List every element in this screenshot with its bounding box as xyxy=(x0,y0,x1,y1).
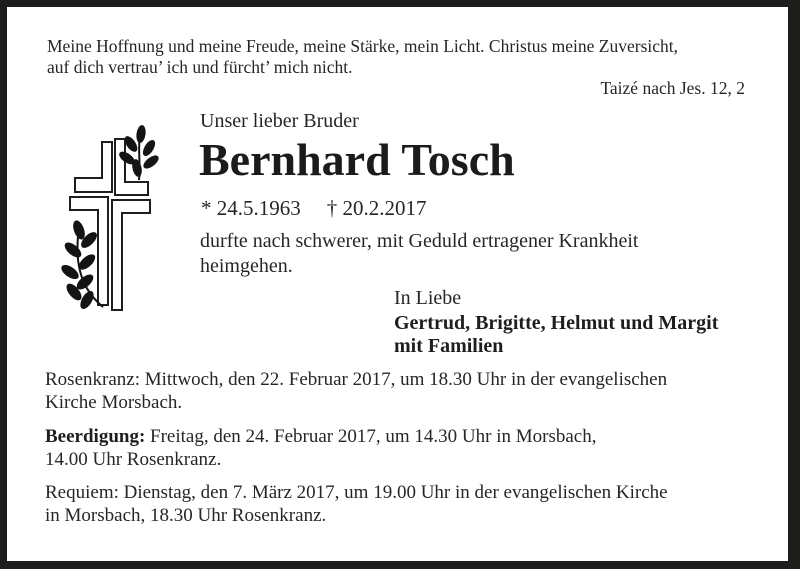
mourners-names-line-1: Gertrud, Brigitte, Helmut und Margit xyxy=(394,312,719,334)
quote-line-1: Meine Hoffnung und meine Freude, meine Stärke, mein Licht. Christus meine Zuversicht, xyxy=(47,36,678,56)
cross-with-leaf-branch-icon xyxy=(57,122,167,322)
quote-attribution: Taizé nach Jes. 12, 2 xyxy=(600,78,745,98)
life-dates xyxy=(201,196,427,221)
event-requiem xyxy=(45,481,668,527)
event-rosenkranz-line-1: Rosenkranz: Mittwoch, den 22. Februar 2017, um 18.30 Uhr in der evangelischen xyxy=(45,369,668,390)
passing-line-2: heimgehen. xyxy=(200,255,293,277)
event-rosenkranz-line-2: Kirche Morsbach. xyxy=(45,392,183,413)
quote-line-2: auf dich vertrau’ ich und fürcht’ mich nicht. xyxy=(47,57,353,77)
mourners-salutation: In Liebe xyxy=(394,287,462,309)
deceased-name: Bernhard Tosch xyxy=(199,134,515,185)
cross-lower-right-segment xyxy=(112,200,150,310)
mourners-names xyxy=(394,312,718,358)
cross-upper-left-segment xyxy=(75,142,112,192)
event-beerdigung xyxy=(45,425,596,471)
event-beerdigung-lead: Beerdigung: xyxy=(45,426,146,447)
event-rosenkranz xyxy=(45,368,667,414)
deceased-intro: Unser lieber Bruder xyxy=(200,110,359,132)
event-requiem-line-1: Requiem: Dienstag, den 7. März 2017, um 19.00 Uhr in der evangelischen Kirche xyxy=(45,482,668,503)
event-beerdigung-line-2: 14.00 Uhr Rosenkranz. xyxy=(45,449,222,470)
death-date: † 20.2.2017 xyxy=(326,196,427,220)
passing-line-1: durfte nach schwerer, mit Geduld ertragener Krankheit xyxy=(200,230,639,252)
event-requiem-line-2: in Morsbach, 18.30 Uhr Rosenkranz. xyxy=(45,505,327,526)
scripture-quote xyxy=(47,36,678,78)
event-beerdigung-line-1: Beerdigung: Freitag, den 24. Februar 2017, um 14.30 Uhr in Morsbach, xyxy=(45,426,597,447)
passing-text xyxy=(200,229,638,279)
mourners-names-line-2: mit Familien xyxy=(394,335,504,357)
bottom-leaf-branch xyxy=(59,219,103,311)
birth-date: * 24.5.1963 xyxy=(201,196,301,220)
